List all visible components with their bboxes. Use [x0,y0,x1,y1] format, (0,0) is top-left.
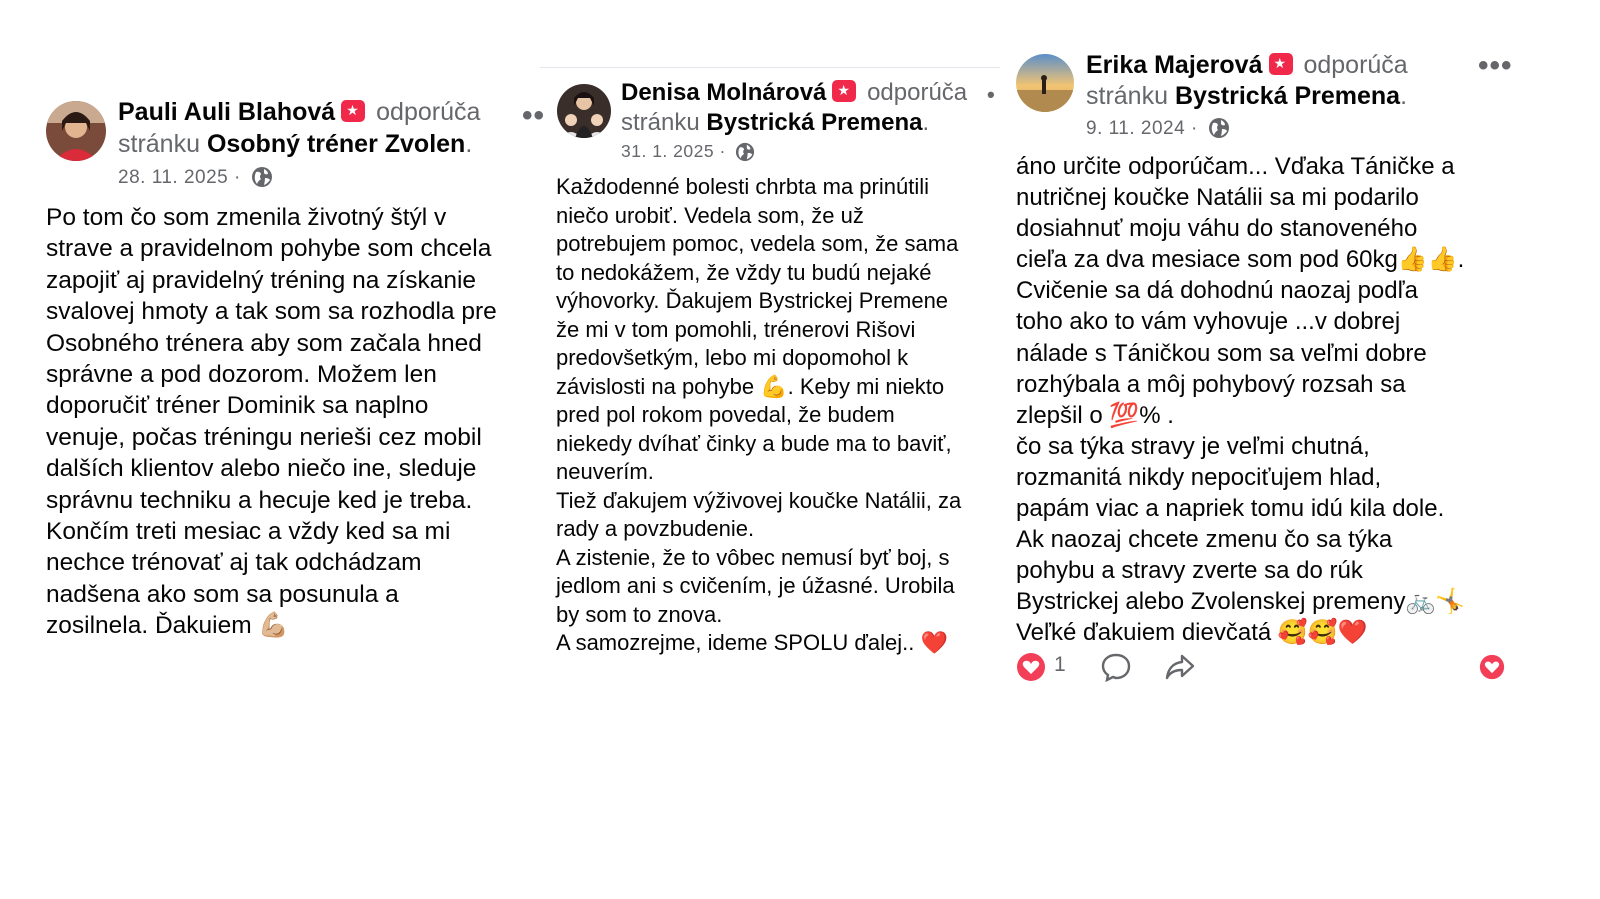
post-date[interactable]: 28. 11. 2025 [118,167,229,188]
recommended-page-link[interactable]: Bystrická Premena [706,109,923,136]
post-header [118,96,480,128]
comment-icon[interactable] [1100,652,1132,682]
page-prefix: stránku [1086,82,1168,110]
more-options-icon[interactable]: •• [522,99,546,132]
author-name[interactable]: Pauli Auli Blahová [118,98,336,126]
post-denisa-molnarova [540,0,1010,899]
post-meta: 31. 1. 2025 · [621,141,755,162]
avatar[interactable] [46,101,106,161]
post-meta: 28. 11. 2025 · [118,166,273,189]
heart-reaction-icon[interactable] [1016,652,1046,682]
post-text: Po tom čo som zmenila životný štýl v strave a pravidelnom pohybe som chcela zapojiť aj pravidelný tréning na získanie svalovej hmoty a tak som sa rozhodla pre Osobného trénera aby som začala hned správne a pod dozorom. Možem len doporučiť tréner Dominik sa naplno venuje, počas tréningu nerieši cez mobil dalších klientov alebo niečo ine, sleduje správnu techniku a hecuje ked je treba. Končím treti mesiac a vždy ked sa mi nechce trénovať aj tak odchádzam nadšena ako som sa posunula a zosilnela. Ďakuiem 💪🏼 [46,204,497,640]
post-date[interactable]: 9. 11. 2024 [1086,118,1186,139]
author-name[interactable]: Denisa Molnárová [621,79,827,106]
reaction-count[interactable]: 1 [1054,653,1066,676]
more-options-icon[interactable]: • [987,82,996,107]
recommend-badge-icon [1269,53,1293,75]
author-name[interactable]: Erika Majerová [1086,51,1263,79]
recommend-action: odporúča [867,79,968,106]
page-line: stránku Bystrická Premena. [621,109,930,136]
avatar[interactable] [1016,54,1074,112]
post-text: áno určite odporúčam... Vďaka Táničke a nutričnej koučke Natálii sa mi podarilo dosiahnuť moju váhu do stanoveného cieľa za dva mesiace som pod 60kg👍👍. Cvičenie sa dá dohodnú naozaj podľa toho ako to vám vyhovuje ...v dobrej nálade s Táničkou som sa veľmi dobre rozhýbala a môj pohybový rozsah sa zlepšil o 💯% . čo sa týka stravy je veľmi chutná, rozmanitá nikdy nepociťujem hlad, papám viac a napriek tomu idú kila dole. Ak naozaj chcete zmenu čo sa týka pohybu a stravy zverte sa do rúk Bystrickej alebo Zvolenskej premeny🚲🤸 Veľké ďakuiem dievčatá 🥰🥰❤️ [1016,153,1466,647]
recommended-page-link[interactable]: Osobný tréner Zvolen [206,130,466,158]
recommend-action: odporúča [376,98,481,126]
globe-icon [251,166,273,188]
heart-reaction-icon[interactable] [1479,654,1505,680]
page-prefix: stránku [118,130,200,158]
avatar[interactable] [557,84,611,138]
recommend-action: odporúča [1303,51,1408,79]
post-erika-majerova [1000,0,1560,899]
post-meta: 9. 11. 2024 · [1086,117,1230,140]
page-line: stránku Bystrická Premena. [1086,82,1408,110]
share-icon[interactable] [1164,652,1196,682]
recommended-page-link[interactable]: Bystrická Premena [1174,82,1401,110]
post-date[interactable]: 31. 1. 2025 [621,141,715,161]
more-options-icon[interactable]: ••• [1478,49,1513,82]
post-top-divider [540,67,1000,68]
page-prefix: stránku [621,109,700,136]
post-pauli-auli-blahova [0,0,550,899]
globe-icon [1208,117,1230,139]
post-actions [1016,650,1516,684]
post-header [1086,49,1408,81]
globe-icon [735,142,755,162]
recommend-badge-icon [341,100,365,122]
post-text: Každodenné bolesti chrbta ma prinútili niečo urobiť. Vedela som, že už potrebujem pomoc, vedela som, že sama to nedokážem, že vždy tu budú nejaké výhovorky. Ďakujem Bystrickej Premene že mi v tom pomohli, trénerovi Rišovi predovšetkým, lebo mi dopomohol k závislosti na pohybe 💪. Keby mi niekto pred pol rokom povedal, že budem niekedy dvíhať činky a bude ma to baviť, neuverím. Tiež ďakujem výživovej koučke Natálii, za rady a povzbudenie. A zistenie, že to vôbec nemusí byť boj, s jedlom ani s cvičením, je úžasné. Urobila by som to znova. A samozrejme, ideme SPOLU ďalej.. ❤️ [556,174,962,655]
recommend-badge-icon [832,80,856,102]
page-line: stránku Osobný tréner Zvolen. [118,130,473,158]
post-header [621,77,967,109]
